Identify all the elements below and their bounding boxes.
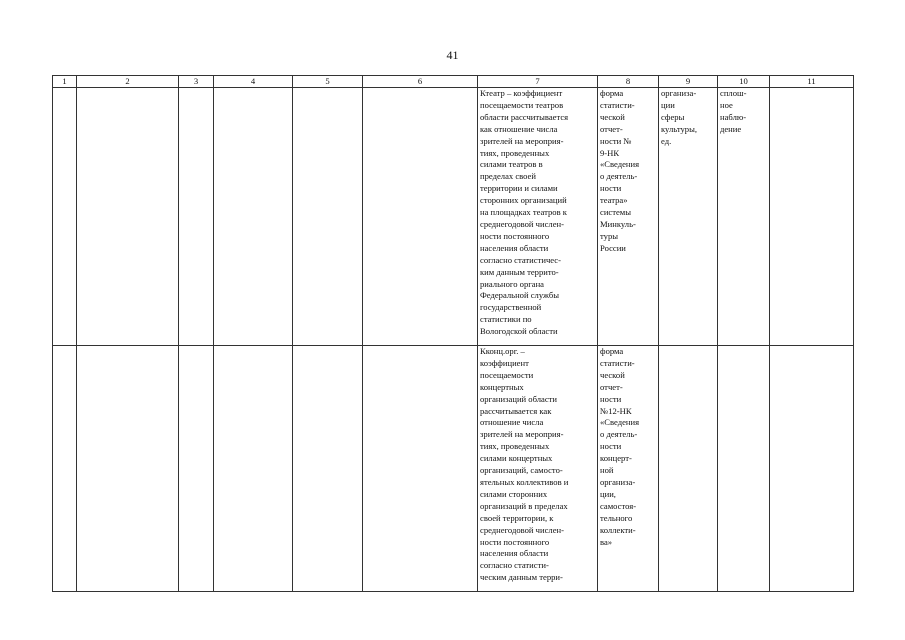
- table-row: [53, 88, 854, 346]
- header-cell: 1: [53, 76, 77, 88]
- indicator-table: [52, 75, 854, 592]
- empty-cell: [53, 346, 77, 592]
- empty-cell: [214, 346, 293, 592]
- data-source-cell: форма статисти- ческой отчет- ности № 9-НК «Сведения о деятель- ности театра» системы Минкуль- туры России: [598, 88, 659, 346]
- header-cell: 4: [214, 76, 293, 88]
- empty-cell: [293, 88, 363, 346]
- empty-cell: [293, 346, 363, 592]
- unit-cell: [659, 346, 718, 592]
- empty-cell: [363, 88, 478, 346]
- empty-cell: [179, 346, 214, 592]
- empty-cell: [179, 88, 214, 346]
- header-cell: 3: [179, 76, 214, 88]
- header-cell: 11: [770, 76, 854, 88]
- calculation-method-cell: Ктеатр – коэффициент посещаемости театров области рассчитывается как отношение числа зрителей на мероприя- тиях, проведенных силами театров в пределах своей территории и силами сторонних организаций на площадках театров к среднегодовой числен- ности постоянного населения области согласно статистичес- ким данным террито- риального органа Федеральной службы государственной статистики по Вологодской области: [478, 88, 598, 346]
- calculation-method-cell: Кконц.орг. – коэффициент посещаемости концертных организаций области рассчитывается как отношение числа зрителей на мероприя- тиях, проведенных силами концертных организаций, самосто- ятельных коллективов и силами сторонних организаций в пределах своей территории, к среднегодовой числен- ности постоянного населения области согласно статисти- ческим данным терри-: [478, 346, 598, 592]
- empty-cell: [363, 346, 478, 592]
- empty-cell: [77, 346, 179, 592]
- empty-cell: [770, 88, 854, 346]
- header-cell: 2: [77, 76, 179, 88]
- data-source-cell: форма статисти- ческой отчет- ности №12-НК «Сведения о деятель- ности концерт- ной организа- ции, самостоя- тельного коллекти- ва»: [598, 346, 659, 592]
- header-cell: 5: [293, 76, 363, 88]
- header-cell: 8: [598, 76, 659, 88]
- unit-cell: организа- ции сферы культуры, ед.: [659, 88, 718, 346]
- empty-cell: [770, 346, 854, 592]
- header-cell: 7: [478, 76, 598, 88]
- page-number: 41: [446, 48, 459, 62]
- header-cell: 9: [659, 76, 718, 88]
- observation-method-cell: сплош- ное наблю- дение: [718, 88, 770, 346]
- empty-cell: [53, 88, 77, 346]
- header-cell: 6: [363, 76, 478, 88]
- header-row: [53, 76, 854, 88]
- observation-method-cell: [718, 346, 770, 592]
- empty-cell: [77, 88, 179, 346]
- empty-cell: [214, 88, 293, 346]
- header-cell: 10: [718, 76, 770, 88]
- table-row: [53, 346, 854, 592]
